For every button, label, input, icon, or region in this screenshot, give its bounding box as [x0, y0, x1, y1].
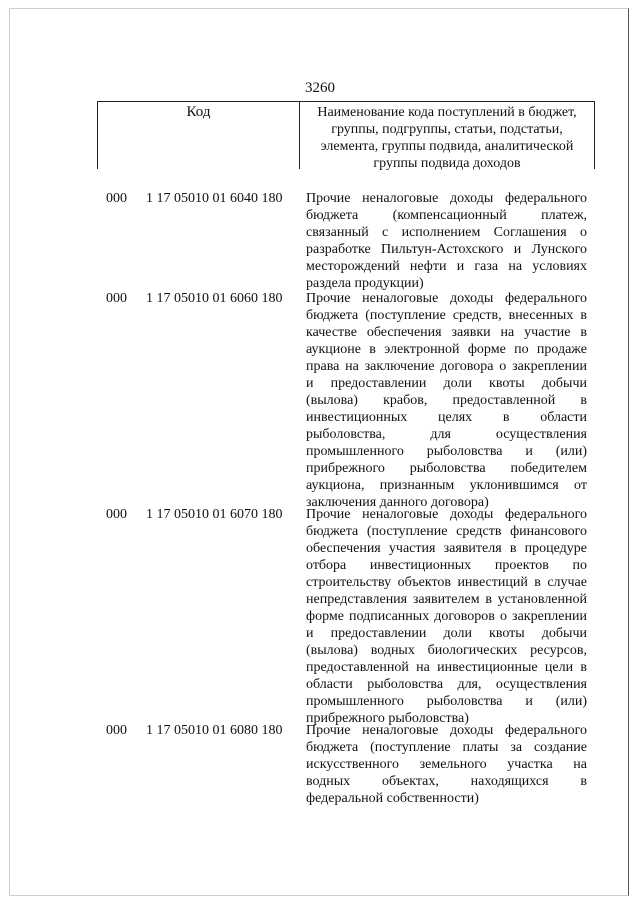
description-line: прибрежного рыболовства победителем [306, 461, 587, 476]
row-prefix: 000 [106, 191, 127, 206]
description-line: непредставления заявителем в установленной [306, 592, 587, 607]
description-line: Прочие неналоговые доходы федерального [306, 191, 587, 206]
description-line: инвестиционных целях в области [306, 410, 587, 425]
description-line: отбора инвестиционных проектов по [306, 558, 587, 573]
description-line: прибрежного рыболовства) [306, 711, 469, 726]
description-line: права на заключение договора о закреплении [306, 359, 587, 374]
description-line: строительству объектов инвестиций в случае [306, 575, 587, 590]
description-line: разработке Пильтун-Астохского и Лунского [306, 242, 587, 257]
description-line: аукциона, признанным уклонившимся от [306, 478, 587, 493]
row-description [306, 290, 587, 511]
description-line: промышленного рыболовства и (или) [306, 444, 587, 459]
description-line: форме подписанных договоров о закреплении [306, 609, 587, 624]
description-line: бюджета (поступление средств финансового [306, 524, 587, 539]
description-line: федеральной собственности) [306, 791, 479, 806]
description-line: заключения данного договора) [306, 495, 489, 510]
header-name-cell [300, 102, 594, 169]
description-line: обеспечения участия заявителя в процедуре [306, 541, 587, 556]
description-line: раздела продукции) [306, 276, 424, 291]
header-name-line: группы подвида доходов [373, 156, 521, 171]
description-line: бюджета (поступление средств, внесенных в [306, 308, 587, 323]
row-description [306, 190, 587, 292]
description-line: Прочие неналоговые доходы федерального [306, 291, 587, 306]
row-code: 1 17 05010 01 6060 180 [146, 291, 283, 306]
description-line: Прочие неналоговые доходы федерального [306, 507, 587, 522]
row-prefix: 000 [106, 723, 127, 738]
header-name-line: элемента, группы подвида, аналитической [320, 139, 574, 154]
description-line: рыболовства, для осуществления [306, 427, 587, 442]
description-line: (вылова) водных биологических ресурсов, [306, 643, 587, 658]
description-line: области рыболовства для, осуществления [306, 677, 587, 692]
description-line: предоставленной на инвестиционные цели в [306, 660, 587, 675]
description-line: бюджета (компенсационный платеж, [306, 208, 587, 223]
description-line: промышленного рыболовства и (или) [306, 694, 587, 709]
header-name-line: Наименование кода поступлений в бюджет, [317, 105, 577, 120]
description-line: и предоставлении доли квоты добычи [306, 376, 587, 391]
row-code: 1 17 05010 01 6080 180 [146, 723, 283, 738]
row-description [306, 722, 587, 807]
description-line: и предоставлении доли квоты добычи [306, 626, 587, 641]
description-line: искусственного земельного участка на [306, 757, 587, 772]
header-code-cell: Код [98, 102, 300, 169]
description-line: Прочие неналоговые доходы федерального [306, 723, 587, 738]
row-prefix: 000 [106, 291, 127, 306]
row-description [306, 506, 587, 727]
header-name-line: группы, подгруппы, статьи, подстатьи, [331, 122, 563, 137]
description-line: аукционе в электронной форме по продаже [306, 342, 587, 357]
description-line: бюджета (поступление платы за создание [306, 740, 587, 755]
row-prefix: 000 [106, 507, 127, 522]
page-number: 3260 [305, 80, 335, 96]
description-line: (вылова) крабов, предоставленной в [306, 393, 587, 408]
description-line: качестве обеспечения заявки на участие в [306, 325, 587, 340]
description-line: месторождений нефти и газа на условиях [306, 259, 587, 274]
row-code: 1 17 05010 01 6040 180 [146, 191, 283, 206]
header-table [97, 101, 595, 169]
description-line: связанный с исполнением Соглашения о [306, 225, 587, 240]
description-line: водных объектах, находящихся в [306, 774, 587, 789]
row-code: 1 17 05010 01 6070 180 [146, 507, 283, 522]
